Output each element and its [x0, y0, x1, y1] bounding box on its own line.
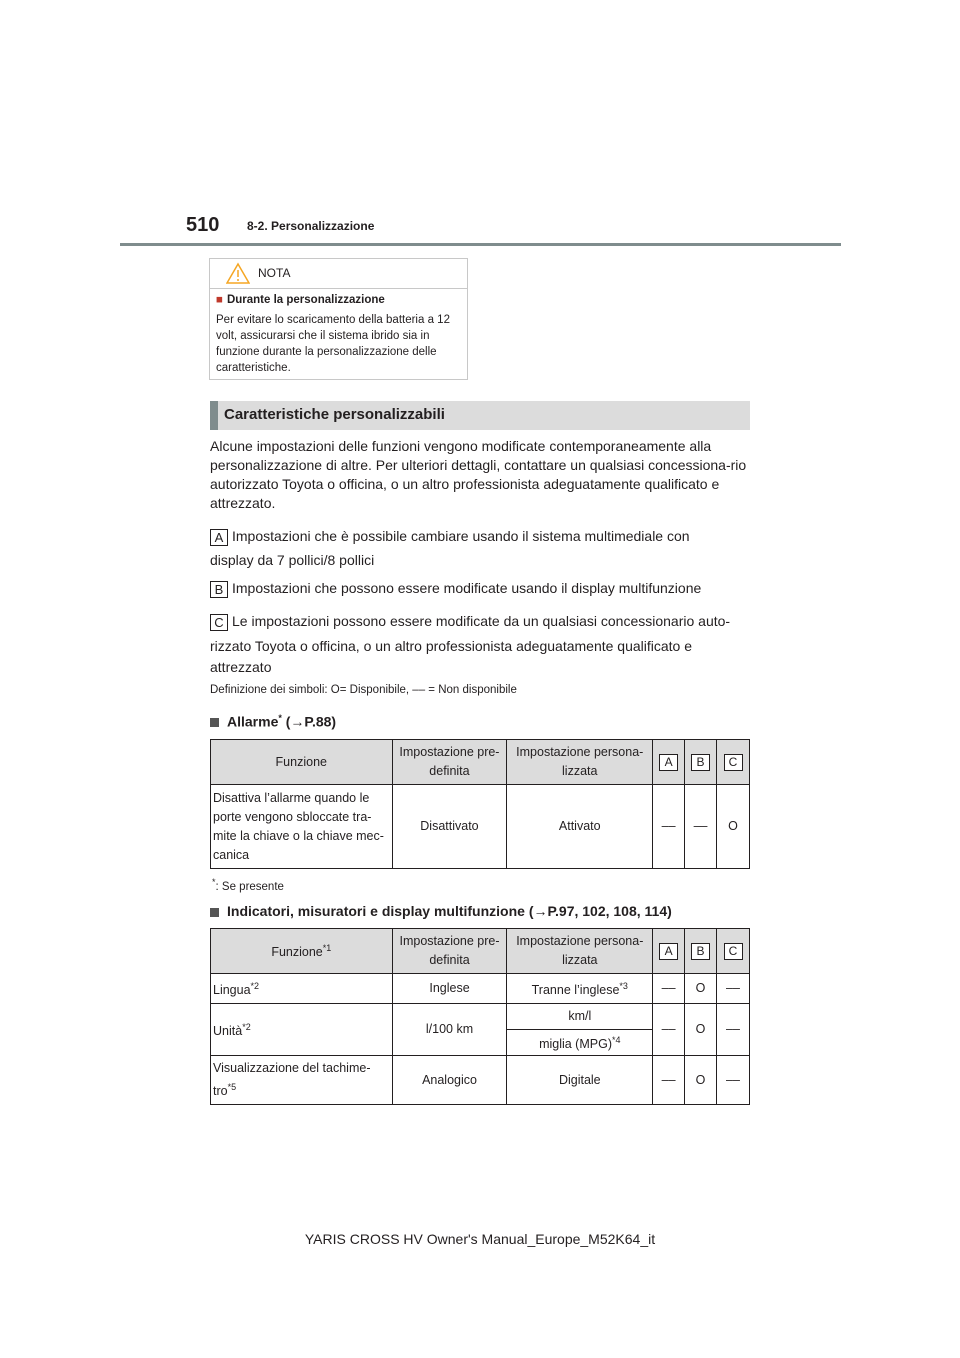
cell-default: l/100 km — [392, 1004, 507, 1056]
page-footer: YARIS CROSS HV Owner's Manual_Europe_M52K64_it — [304, 1231, 656, 1247]
header-a: A — [653, 929, 685, 974]
cell-custom: Attivato — [507, 785, 653, 869]
header-function: Funzione — [211, 740, 393, 785]
legend-c-line-2: rizzato Toyota o officina, o un altro professionista adeguatamente qualificato e — [210, 638, 693, 654]
table-row — [211, 974, 750, 1004]
note-subheading: ■ Durante la personalizzazione — [216, 294, 385, 306]
square-bullet-icon — [210, 718, 219, 727]
header-c: C — [717, 929, 750, 974]
cell-b: O — [685, 1056, 717, 1105]
square-bullet-icon — [210, 908, 219, 917]
note-header — [210, 259, 467, 289]
symbols-definition: Definizione dei simboli: O= Disponibile, –– = Non disponibile — [210, 684, 517, 696]
cell-function: Visualizzazione del tachime- tro$^{*5}$ — [211, 1056, 393, 1105]
letter-a-box: A — [210, 529, 228, 546]
cell-a: –– — [653, 974, 685, 1004]
cell-b: O — [685, 1004, 717, 1056]
cell-default: Analogico — [392, 1056, 507, 1105]
cell-function: Lingua$^{*2}$ — [211, 974, 393, 1004]
legend-c-line-3: attrezzato — [210, 659, 272, 675]
letter-c-box: C — [210, 614, 228, 631]
cell-custom: km/l — [507, 1004, 653, 1030]
header-rule — [120, 243, 841, 246]
table-header-row — [211, 740, 750, 785]
intro-paragraph: Alcune impostazioni delle funzioni vengono modificate contemporaneamente alla personalizzazione di altre. Per ulteriori dettagli, contattare un qualsiasi concessiona-rio autorizzato Toyota o officina, o un altro professionista adeguatamente qualificato e attrezzato. — [210, 438, 747, 511]
cell-a: –– — [653, 1056, 685, 1105]
header-a: A — [653, 740, 685, 785]
cell-b: O — [685, 974, 717, 1004]
header-c: C — [717, 740, 750, 785]
cell-a: –– — [653, 785, 685, 869]
header-custom: Impostazione persona- lizzata — [507, 929, 653, 974]
cell-c: O — [717, 785, 750, 869]
cell-default: Inglese — [392, 974, 507, 1004]
cell-default: Disattivato — [392, 785, 507, 869]
header-default: Impostazione pre- definita — [392, 929, 507, 974]
header-custom: Impostazione persona- lizzata — [507, 740, 653, 785]
legend-b: B Impostazioni che possono essere modificate usando il display multifunzione — [210, 579, 750, 598]
caution-icon — [226, 262, 250, 284]
legend-c-line-1: C Le impostazioni possono essere modificate da un qualsiasi concessionario auto- — [210, 612, 750, 631]
cell-c: –– — [717, 1004, 750, 1056]
table-row — [211, 1056, 750, 1105]
alarm-table — [210, 739, 750, 869]
cell-a: –– — [653, 1004, 685, 1056]
features-title: Caratteristiche personalizzabili — [224, 406, 445, 423]
cell-custom: Digitale — [507, 1056, 653, 1105]
table-header-row — [211, 929, 750, 974]
legend-a-line-1: A Impostazioni che è possibile cambiare usando il sistema multimediale con — [210, 527, 750, 546]
header-b: B — [685, 929, 717, 974]
section-label: 8-2. Personalizzazione — [247, 219, 375, 233]
legend-a-line-2: display da 7 pollici/8 pollici — [210, 552, 375, 568]
header-default: Impostazione pre- definita — [392, 740, 507, 785]
title-bar-accent — [210, 401, 218, 430]
page-number: 510 — [186, 214, 220, 236]
table-row — [211, 785, 750, 869]
header-b: B — [685, 740, 717, 785]
footnote: *: Se presente — [212, 877, 284, 893]
header-function: Funzione$^{*1}$ — [211, 929, 393, 974]
cell-c: –– — [717, 974, 750, 1004]
cell-custom-2: miglia (MPG)$^{*4}$ — [507, 1030, 653, 1056]
features-title-bar — [210, 401, 750, 430]
section-alarm-heading: Allarme* (→P.88) — [210, 713, 336, 730]
note-body: Per evitare lo scaricamento della batteria a 12 volt, assicurarsi che il sistema ibrido sia in funzione durante la personalizzazione delle caratteristiche. — [216, 314, 450, 374]
note-title: NOTA — [258, 266, 291, 280]
note-box — [209, 258, 468, 380]
cell-b: –– — [685, 785, 717, 869]
cell-function: Unità$^{*2}$ — [211, 1004, 393, 1056]
table-row — [211, 1004, 750, 1030]
section-gauges-heading: Indicatori, misuratori e display multifunzione (→P.97, 102, 108, 114) — [210, 903, 672, 919]
gauges-table — [210, 928, 750, 1105]
cell-custom: Tranne l’inglese$^{*3}$ — [507, 974, 653, 1004]
cell-function: Disattiva l’allarme quando le porte vengono sbloccate tra- mite la chiave o la chiave mec- canica — [211, 785, 393, 869]
letter-b-box: B — [210, 581, 228, 598]
square-bullet-icon: ■ — [216, 294, 223, 306]
cell-c: –– — [717, 1056, 750, 1105]
